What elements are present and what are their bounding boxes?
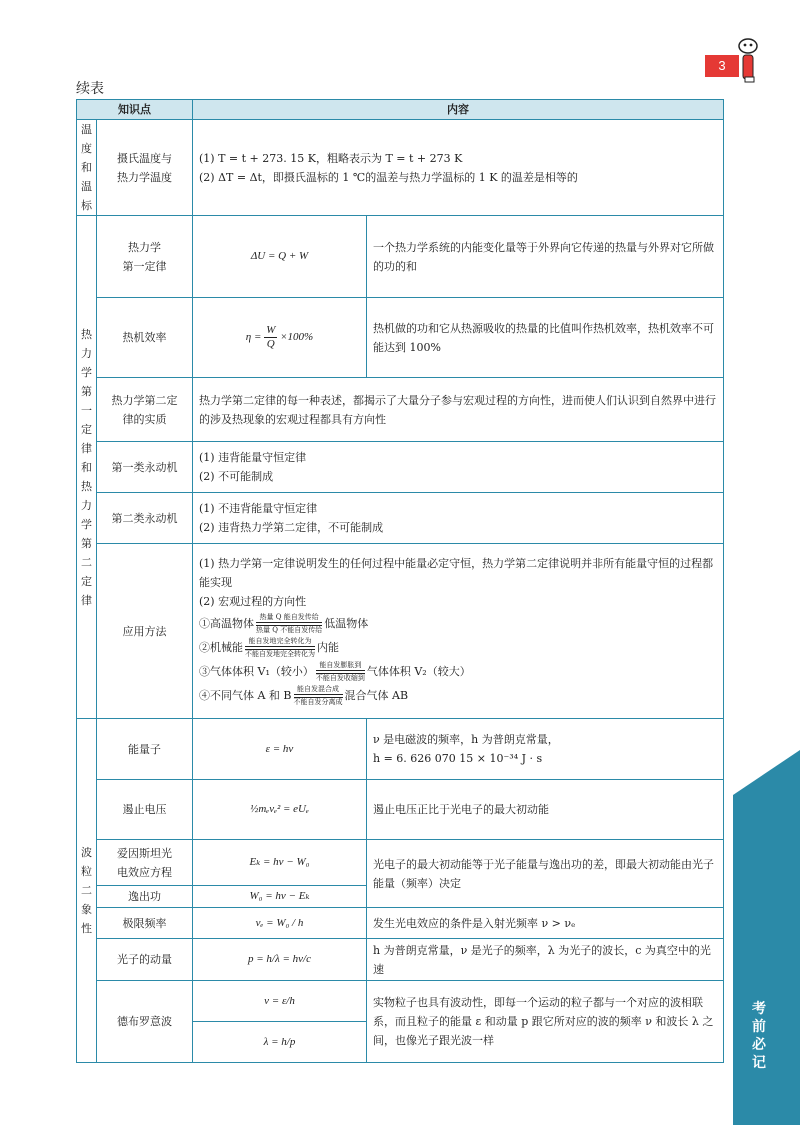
topic-temperature: 摄氏温度与 热力学温度 [97, 120, 193, 216]
topic-pm2: 第二类永动机 [97, 493, 193, 544]
desc-debroglie: 实物粒子也具有波动性，即每一个运动的粒子都与一个对应的波相联系，而且粒子的能量 ε 和动量 p 跟它所对应的波的频率 ν 和波长 λ 之间，也像光子跟光波一样 [367, 981, 724, 1063]
topic-work: 逸出功 [97, 886, 193, 908]
desc-efficiency: 热机做的功和它从热源吸收的热量的比值叫作热机效率，热机效率不可能达到 100% [367, 298, 724, 378]
desc-second-law: 热力学第二定律的每一种表述，都揭示了大量分子参与宏观过程的方向性，进而使人们认识到自然界中进行的涉及热现象的宏观过程都具有方向性 [193, 378, 724, 442]
topic-threshold: 极限频率 [97, 908, 193, 939]
formula-debroglie-wavelength: λ = h/p [263, 1036, 296, 1048]
topic-quantum: 能量子 [97, 719, 193, 780]
category-temperature: 温度和温标 [77, 120, 97, 216]
process-item: ①高温物体 热量 Q 能自发传给 热量 Q 不能自发传给 低温物体 [199, 612, 369, 634]
desc-stopping: 遏止电压正比于光电子的最大初动能 [367, 780, 724, 840]
page-number: 3 [705, 55, 739, 77]
desc-momentum: h 为普朗克常量，ν 是光子的频率，λ 为光子的波长，c 为真空中的光速 [367, 939, 724, 981]
side-tab-fold [733, 750, 800, 795]
mascot-icon [736, 37, 762, 83]
formula-stopping: ½mₑvₑ² = eUₑ [193, 780, 367, 840]
formula-einstein: Eₖ = hν − W₀ [193, 840, 367, 886]
desc-pm1: (1) 违背能量守恒定律 (2) 不可能制成 [193, 442, 724, 493]
topic-stopping: 遏止电压 [97, 780, 193, 840]
side-tab [733, 795, 800, 1125]
desc-application: (1) 热力学第一定律说明发生的任何过程中能量必定守恒，热力学第二定律说明并非所有能量守恒的过程都能实现 (2) 宏观过程的方向性 ①高温物体 热量 Q 能自发传给 热量 Q 不能自发传给 低温物体 ②机械能 能自发地完全转化为 不能自发地完全转化为 内能 ③气体体积 V₁（较小） 能自发膨胀到 不能自发收缩到 气体体积 V₂（较大） ④不同气体 A 和 B 能自发混合成 不能自发分离成 混合气体 AB [193, 544, 724, 719]
formula-debroglie-freq: ν = ε/h [193, 981, 366, 1022]
knowledge-table [76, 99, 724, 1063]
topic-application: 应用方法 [97, 544, 193, 719]
formula-first-law: ΔU = Q + W [193, 216, 367, 298]
process-item: ②机械能 能自发地完全转化为 不能自发地完全转化为 内能 [199, 636, 339, 658]
category-thermo: 热力学第一定律和热力学第二定律 [77, 216, 97, 719]
topic-einstein: 爱因斯坦光 电效应方程 [97, 840, 193, 886]
topic-pm1: 第一类永动机 [97, 442, 193, 493]
topic-momentum: 光子的动量 [97, 939, 193, 981]
formula-debroglie [193, 981, 367, 1063]
continued-label: 续表 [76, 81, 104, 97]
topic-second-law: 热力学第二定 律的实质 [97, 378, 193, 442]
process-item: ④不同气体 A 和 B 能自发混合成 不能自发分离成 混合气体 AB [199, 684, 409, 706]
header-knowledge: 知识点 [77, 100, 193, 120]
category-wave: 波粒二象性 [77, 719, 97, 1063]
process-item: ③气体体积 V₁（较小） 能自发膨胀到 不能自发收缩到 气体体积 V₂（较大） [199, 660, 471, 682]
desc-einstein: 光电子的最大初动能等于光子能量与逸出功的差，即最大初动能由光子能量（频率）决定 [367, 840, 724, 908]
desc-threshold: 发生光电效应的条件是入射光频率 ν > νₑ [367, 908, 724, 939]
desc-first-law: 一个热力学系统的内能变化量等于外界向它传递的热量与外界对它所做的功的和 [367, 216, 724, 298]
formula-quantum: ε = hν [193, 719, 367, 780]
desc-quantum: ν 是电磁波的频率，h 为普朗克常量， h = 6. 626 070 15 × 10⁻³⁴ J · s [367, 719, 724, 780]
topic-efficiency: 热机效率 [97, 298, 193, 378]
header-content: 内容 [193, 100, 724, 120]
content-temperature: (1) T = t + 273. 15 K，粗略表示为 T = t + 273 K (2) ΔT = Δt，即摄氏温标的 1 ℃的温差与热力学温标的 1 K 的温差是相等的 [193, 120, 724, 216]
formula-work: W₀ = hν − Eₖ [193, 886, 367, 908]
topic-first-law: 热力学 第一定律 [97, 216, 193, 298]
side-tab-label: 考前必记 [752, 1001, 766, 1071]
formula-momentum: p = h/λ = hν/c [193, 939, 367, 981]
topic-debroglie: 德布罗意波 [97, 981, 193, 1063]
desc-pm2: (1) 不违背能量守恒定律 (2) 违背热力学第二定律，不可能制成 [193, 493, 724, 544]
formula-efficiency: η = $\frac{W}{Q}$ ×100% [193, 298, 367, 378]
formula-threshold: νₑ = W₀ / h [193, 908, 367, 939]
